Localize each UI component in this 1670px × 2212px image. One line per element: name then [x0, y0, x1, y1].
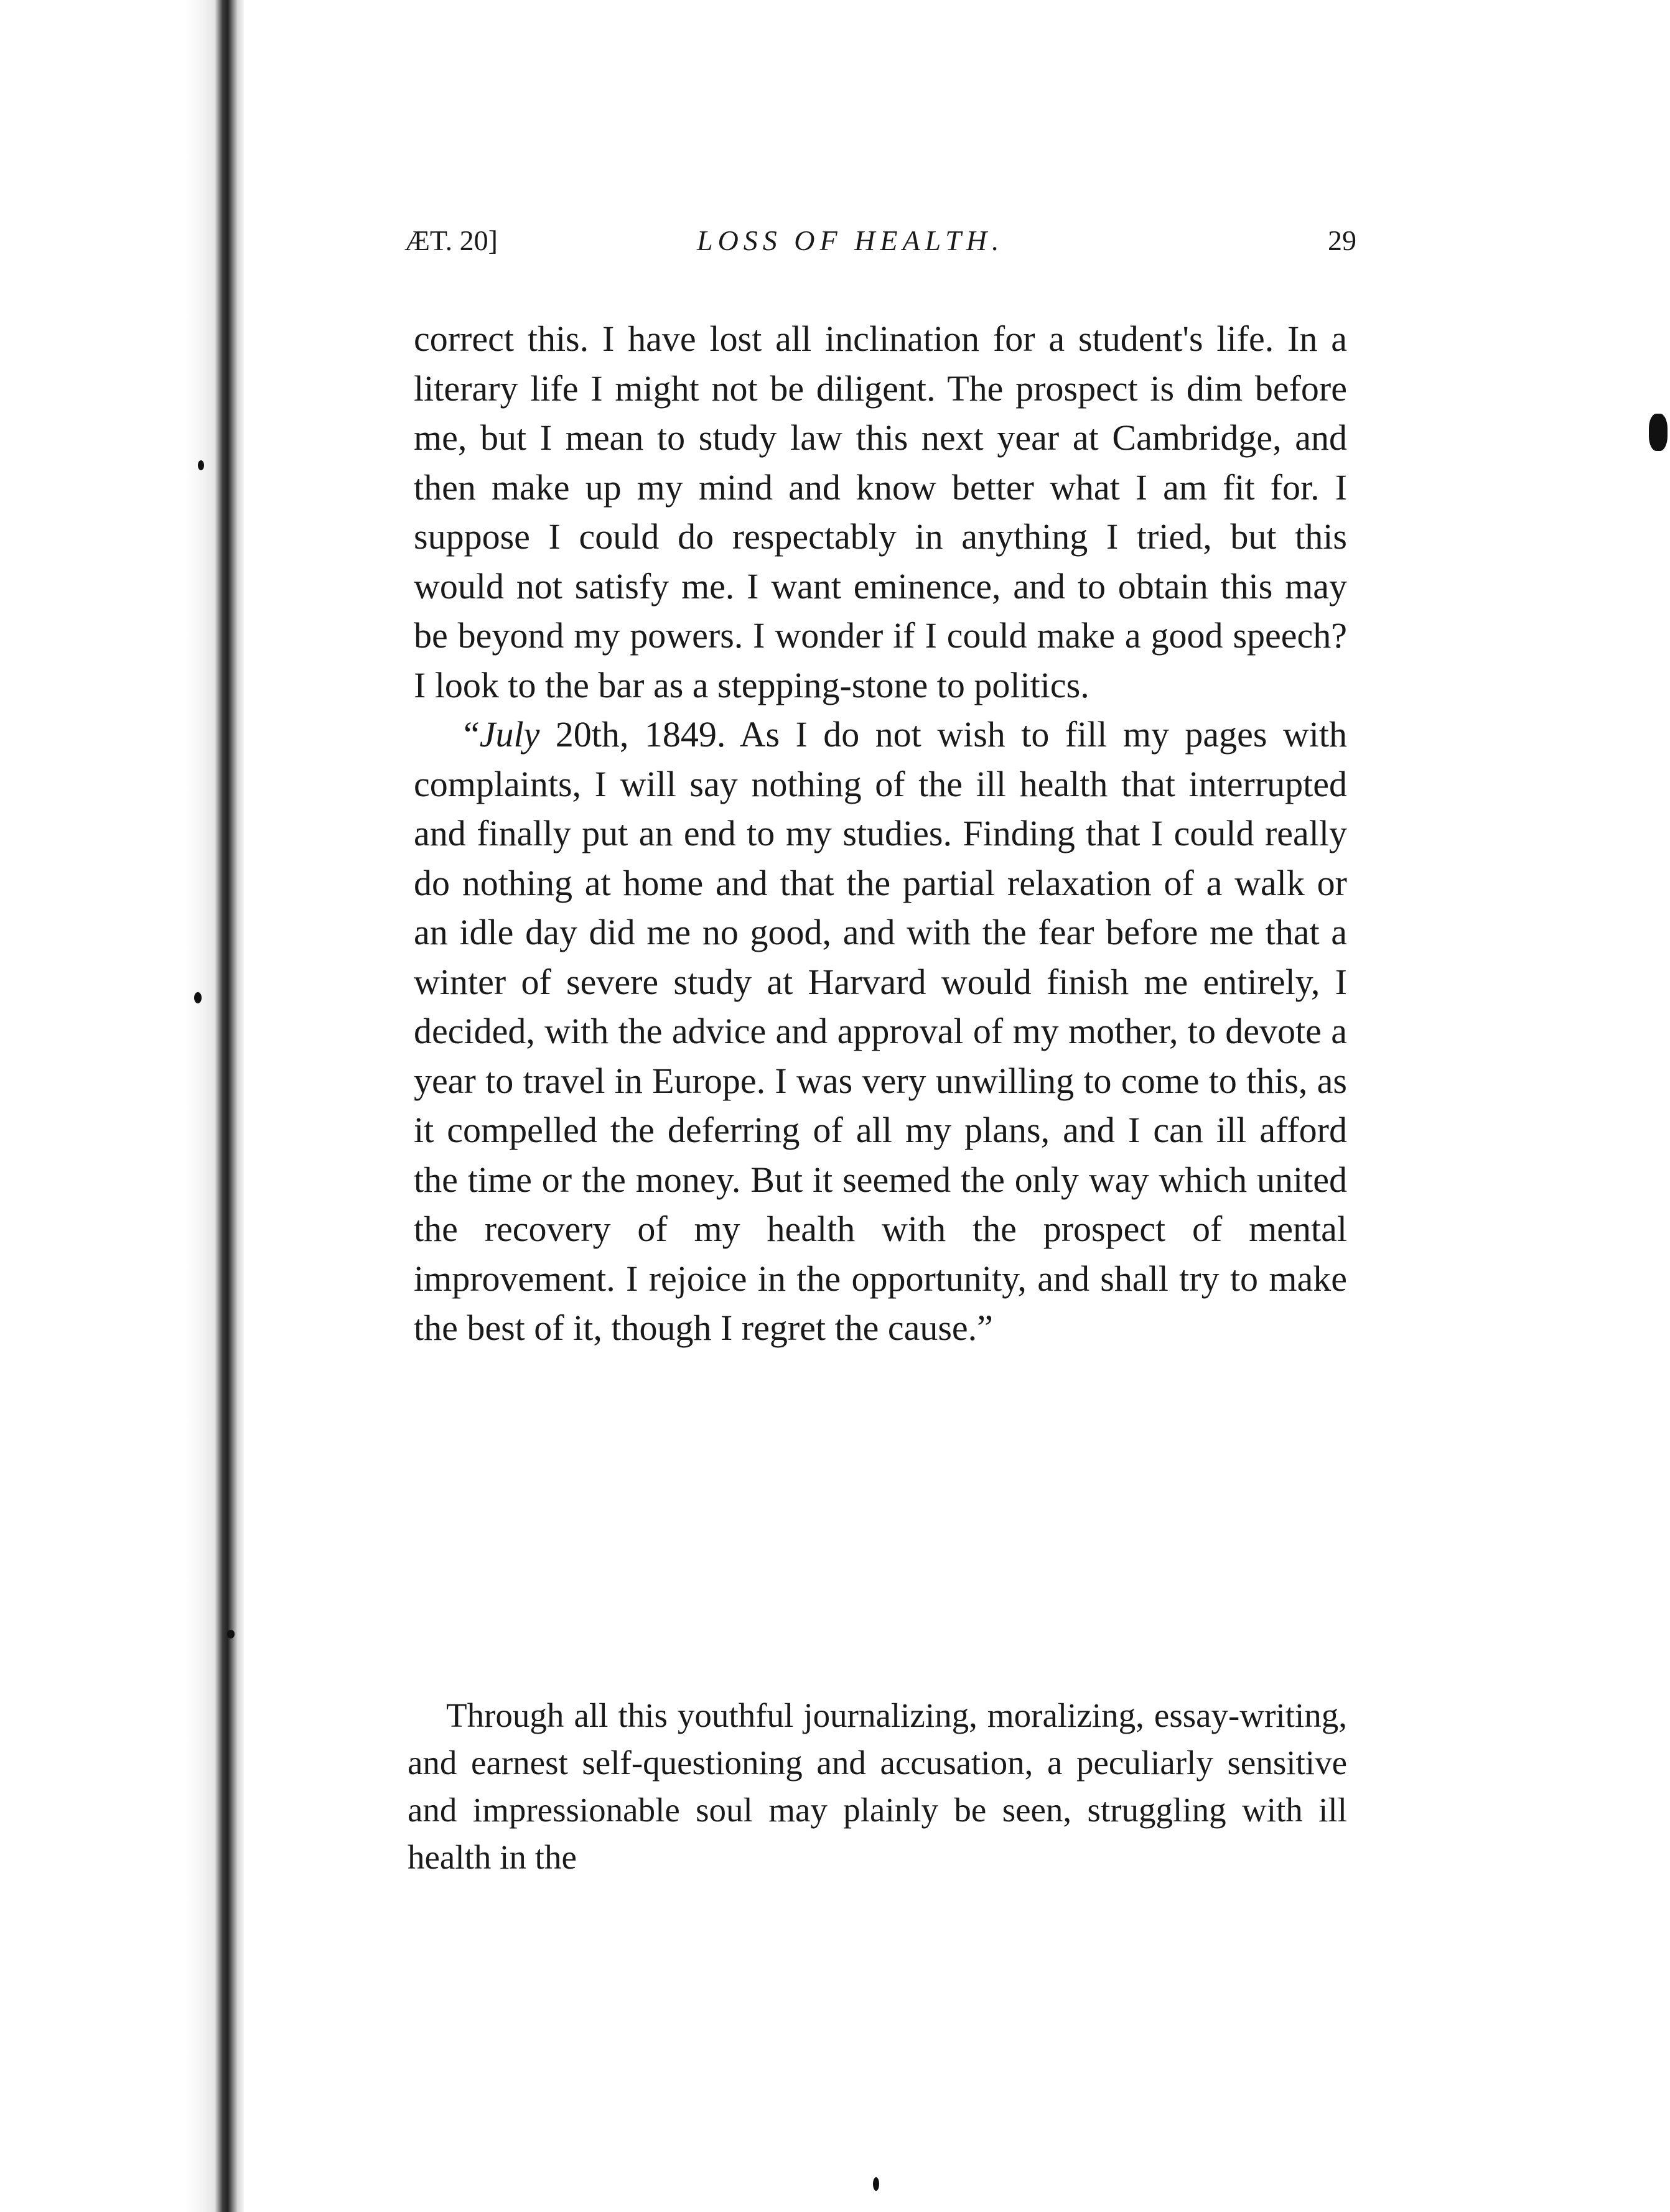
binding-gutter — [0, 0, 244, 2212]
journal-paragraph: correct this. I have lost all inclination for a student's life. In a literary life I might not be diligent. The prospect is dim before me, but I mean to study law this next year at Cambridge, and then make up my mind and know better what I am fit for. I suppose I could do respectably in anything I tried, but this would not satisfy me. I want eminence, and to obtain this may be beyond my powers. I wonder if I could make a good speech? I look to the bar as a stepping-stone to politics. — [414, 318, 1347, 705]
running-header — [404, 224, 1356, 274]
quote-open: “ — [464, 714, 480, 755]
scan-speck — [1649, 414, 1668, 451]
journal-text — [414, 314, 1347, 1353]
journal-paragraph-text: 20th, 1849. As I do not wish to fill my pages with complaints, I will say nothing of the ill health that interrupted and finally put an end to my studies. Finding that I could really do nothing at home and that the partial relaxation of a walk or an idle day did me no good, and with the fear before me that a winter of severe study at Harvard would finish me entirely, I decided, with the advice and approval of my mother, to devote a year to travel in Europe. I was very unwilling to come to this, as it compelled the deferring of all my plans, and I can ill afford the time or the money. But it seemed the only way which united the recovery of my health with the prospect of mental improvement. I rejoice in the opportunity, and shall try to make the best of it, though I regret the cause.” — [414, 714, 1347, 1348]
scan-speck — [198, 460, 204, 470]
journal-paragraph-dated — [414, 710, 1347, 1353]
page-number: 29 — [1328, 225, 1356, 256]
scan-speck — [194, 992, 202, 1003]
header-age: ÆT. 20] — [404, 225, 498, 256]
scan-speck — [873, 2177, 879, 2191]
header-title: LOSS OF HEALTH. — [697, 225, 1004, 256]
date-month: July — [479, 714, 540, 755]
scan-speck — [227, 1630, 235, 1638]
commentary-paragraph: Through all this youthful journalizing, moralizing, essay-writing, and earnest self-questioning and accusation, a peculiarly sensitive and impressionable soul may plainly be seen, struggling with ill health in the — [408, 1696, 1347, 1876]
